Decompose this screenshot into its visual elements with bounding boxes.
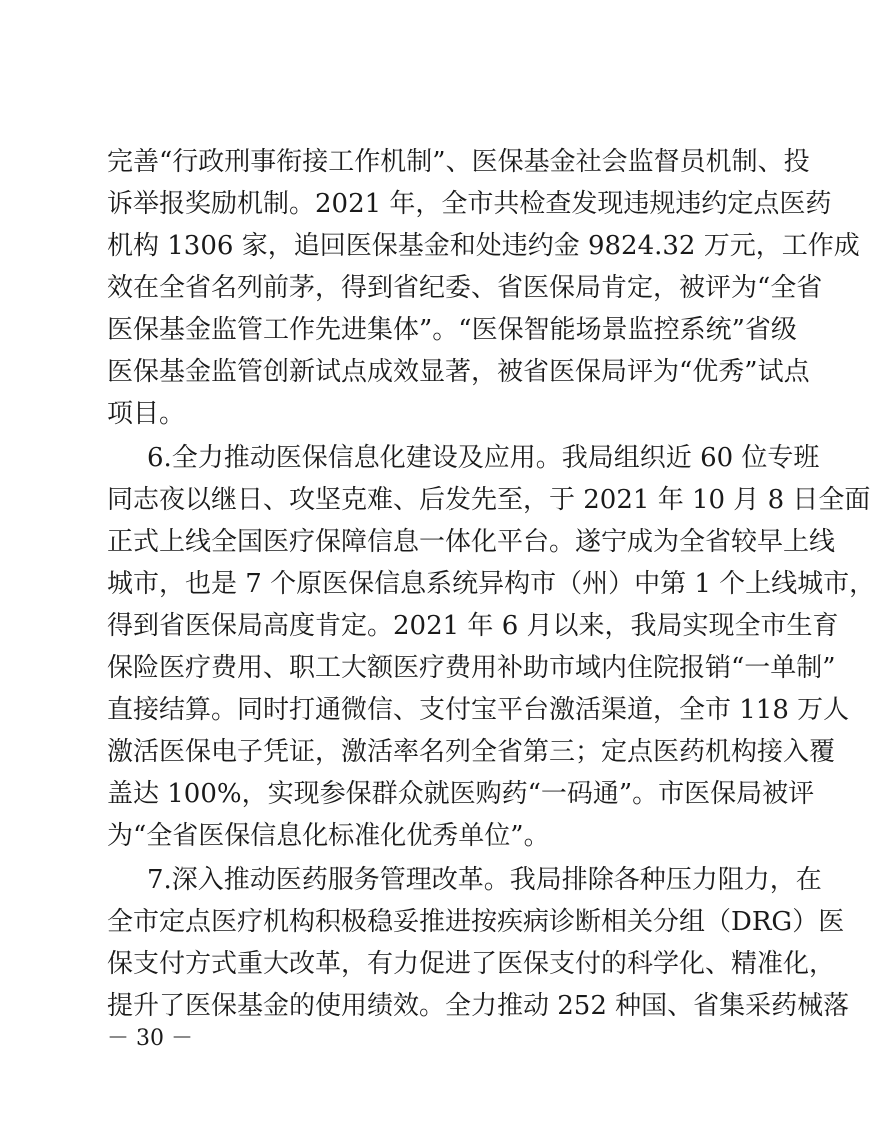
text-line: 保支付方式重大改革，有力促进了医保支付的科学化、精准化，: [107, 949, 836, 979]
text-line: 激活医保电子凭证，激活率名列全省第三；定点医药机构接入覆: [107, 737, 836, 767]
text-line: 提升了医保基金的使用绩效。全力推动 252 种国、省集采药械落: [107, 991, 850, 1021]
text-line: 效在全省名列前茅，得到省纪委、省医保局肯定，被评为“全省: [107, 273, 823, 303]
text-line: 同志夜以继日、攻坚克难、后发先至，于 2021 年 10 月 8 日全面: [107, 485, 871, 515]
text-line: 为“全省医保信息化标准化优秀单位”。: [107, 821, 550, 851]
text-line: 机构 1306 家，追回医保基金和处违约金 9824.32 万元，工作成: [107, 231, 860, 261]
text-line: 城市，也是 7 个原医保信息系统异构市（州）中第 1 个上线城市，: [107, 569, 875, 599]
text-line: 正式上线全国医疗保障信息一体化平台。遂宁成为全省较早上线: [107, 527, 836, 557]
text-line: 直接结算。同时打通微信、支付宝平台激活渠道，全市 118 万人: [107, 695, 850, 725]
text-line: 项目。: [107, 399, 186, 429]
text-line: 得到省医保局高度肯定。2021 年 6 月以来，我局实现全市生育: [107, 611, 839, 641]
text-line: 医保基金监管创新试点成效显著，被省医保局评为“优秀”试点: [107, 357, 810, 387]
text-line: 医保基金监管工作先进集体”。“医保智能场景监控系统”省级: [107, 315, 797, 345]
section-heading-line: 7.深入推动医药服务管理改革。我局排除各种压力阻力，在: [147, 865, 822, 895]
page-number: － 30 －: [107, 1026, 193, 1051]
text-line: 盖达 100%，实现参保群众就医购药“一码通”。市医保局被评: [107, 779, 815, 809]
text-line: 完善“行政刑事衔接工作机制”、医保基金社会监督员机制、投: [107, 147, 810, 177]
text-line: 保险医疗费用、职工大额医疗费用补助市域内住院报销“一单制”: [107, 653, 836, 683]
text-line: 诉举报奖励机制。2021 年，全市共检查发现违规违约定点医药: [107, 189, 832, 219]
text-line: 全市定点医疗机构积极稳妥推进按疾病诊断相关分组（DRG）医: [107, 907, 845, 937]
section-heading-line: 6.全力推动医保信息化建设及应用。我局组织近 60 位专班: [147, 443, 820, 473]
